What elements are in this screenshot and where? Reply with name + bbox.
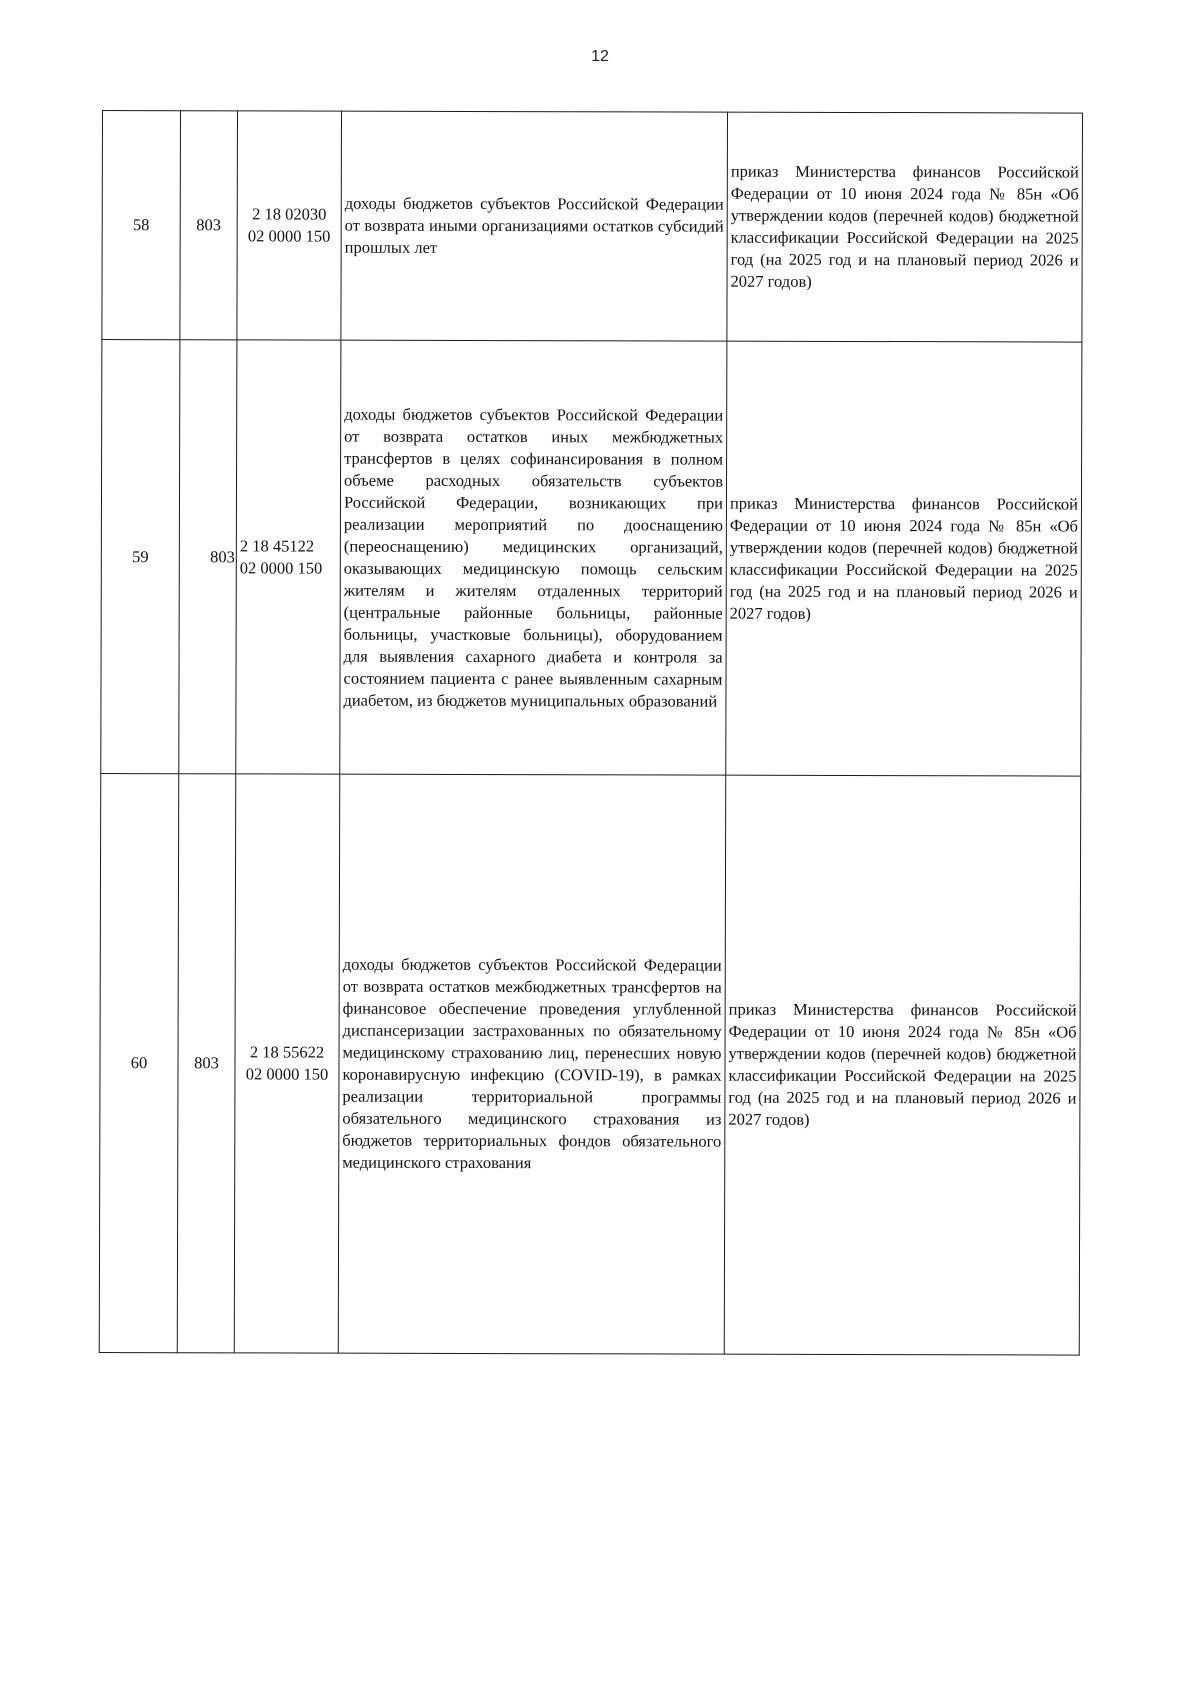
legal-basis-text: приказ Министерства финансов Российской Федерации от 10 июня 2024 года № 85н «Об утверждении кодов (перечней кодов) бюджетной классификации Российской Федерации на 2025 год (на 2025 год и на плановый период 2026 и 2027 годов) (729, 493, 1078, 623)
budget-classification-code-cell (236, 340, 341, 774)
income-description-cell (341, 111, 728, 341)
code-line-1: 2 18 55622 (249, 1042, 325, 1062)
income-description-cell (340, 340, 727, 775)
legal-basis-text: приказ Министерства финансов Российской Федерации от 10 июня 2024 года № 85н «Об утверждении кодов (перечней кодов) бюджетной классификации Российской Федерации на 2025 год (на 2025 год и на плановый период 2026 и 2027 годов) (730, 161, 1079, 291)
table-row (102, 111, 1083, 343)
code-line-1: 2 18 45122 (239, 535, 315, 556)
table-row (99, 773, 1081, 1355)
table-row (101, 340, 1082, 777)
code-line-2: 02 0000 150 (245, 1064, 329, 1084)
revenue-codes-table (99, 110, 1083, 1356)
code-line-1: 2 18 02030 (252, 204, 327, 224)
legal-basis-cell (727, 112, 1083, 342)
income-description-text: доходы бюджетов субъектов Российской Федерации от возврата иными организациями остатков субсидий прошлых лет (344, 193, 724, 257)
legal-basis-cell (724, 775, 1081, 1355)
budget-classification-code-cell (234, 774, 340, 1353)
administrator-code-cell: 803 (180, 111, 238, 340)
row-number-cell: 59 (101, 340, 180, 774)
legal-basis-text: приказ Министерства финансов Российской Федерации от 10 июня 2024 года № 85н «Об утверждении кодов (перечней кодов) бюджетной классификации Российской Федерации на 2025 год (на 2025 год и на плановый период 2026 и 2027 годов) (728, 999, 1077, 1129)
administrator-code-cell: 803 (177, 774, 236, 1353)
row-number-cell: 58 (102, 111, 181, 340)
row-number-cell: 60 (99, 773, 179, 1352)
page-number: 12 (591, 48, 609, 65)
income-description-text: доходы бюджетов субъектов Российской Федерации от возврата остатков межбюджетных трансфертов на финансовое обеспечение проведения углубленной диспансеризации застрахованных по обязательному медицинскому страхованию лиц, перенесших новую коронавирусную инфекцию (COVID-19), в рамках реализации территориальной программы обязательного медицинского страхования из бюджетов территориальных фондов обязательного медицинского страхования (342, 954, 722, 1173)
legal-basis-cell (726, 341, 1082, 776)
code-line-2: 02 0000 150 (239, 557, 323, 578)
code-line-2: 02 0000 150 (247, 226, 331, 246)
income-description-text: доходы бюджетов субъектов Российской Федерации от возврата остатков иных межбюджетных трансфертов в целях софинансирования в полном объеме расходных обязательств субъектов Российской Федерации, возникающих при реализации мероприятий по дооснащению (переоснащению) медицинских организаций, оказывающих медицинскую помощь сельским жителям и жителям отдаленных территорий (центральные районные больницы, районные больницы, участковые больницы), оборудованием для выявления сахарного диабета и контроля за состоянием пациента с ранее выявленным сахарным диабетом, из бюджетов муниципальных образований (343, 404, 724, 711)
income-description-cell (338, 774, 726, 1354)
budget-classification-code-cell (237, 111, 342, 340)
administrator-code-cell: 803 (179, 340, 237, 774)
